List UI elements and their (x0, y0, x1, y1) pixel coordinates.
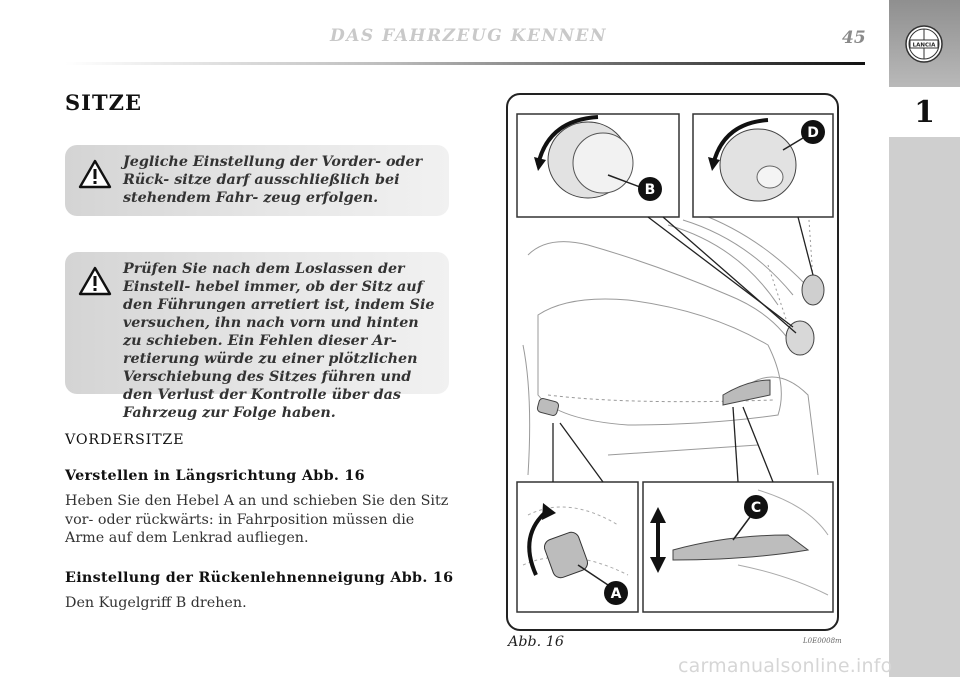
seat-outline-line (528, 242, 798, 355)
connector-c-2 (743, 407, 773, 482)
label-d: D (807, 125, 819, 141)
seat-illustration (508, 95, 839, 631)
updown-arrow-shaft (656, 520, 660, 560)
lever-a-small (537, 398, 560, 417)
backrest-text: Den Kugelgriff B drehen. (65, 595, 247, 611)
watermark: carmanualsonline.info (678, 655, 893, 677)
seat-adjustment-figure (506, 93, 839, 631)
connector-b-2 (663, 217, 796, 333)
warning-text-2: Prüfen Sie nach dem Loslassen der Einstell- hebel immer, ob der Sitz auf den Führungen arretiert ist, indem Sie versuchen, ihn nach vorn und hinten zu schieben. Ein Fehlen dieser Ar- retierung würde zu einer plötzlichen Verschiebung des Sitzes führen und den Verlust der Kontrolle über das Fahrzeug zur Folge haben. (123, 261, 435, 421)
backrest-heading: Einstellung der Rückenlehnenneigung Abb. 16 (65, 570, 454, 586)
figure-code: L0E0008m (803, 637, 842, 645)
header-rule (65, 62, 865, 65)
knob-d-small (802, 275, 824, 305)
seat-cushion-outline (538, 299, 781, 425)
warning-box-1 (65, 145, 449, 216)
front-seats-heading: VORDERSITZE (65, 432, 185, 448)
longitudinal-text: Heben Sie den Hebel A an und schieben Sie den Sitz vor- oder rückwärts: in Fahrposition müssen die Arme auf dem Lenkrad aufliegen. (65, 493, 449, 546)
longitudinal-heading: Verstellen in Längsrichtung Abb. 16 (65, 468, 365, 484)
warning-text-1: Jegliche Einstellung der Vorder- oder Rück- sitze darf ausschließlich bei stehendem Fahr- zeug erfolgen. (123, 154, 423, 206)
knob-d-large (720, 129, 796, 201)
door-line (523, 345, 530, 475)
backrest-outline-3 (698, 213, 806, 285)
page-number: 45 (842, 28, 866, 48)
logo-text: LANCIA (912, 42, 936, 49)
running-header: DAS FAHRZEUG KENNEN (330, 26, 608, 46)
warning-triangle-icon (78, 159, 112, 189)
knob-b-face (573, 133, 633, 193)
lancia-logo-icon (904, 24, 944, 64)
connector-a-2 (560, 423, 603, 482)
warning-triangle-icon (78, 266, 112, 296)
figure-caption: Abb. 16 (508, 634, 564, 650)
label-a: A (610, 586, 622, 602)
label-b: B (644, 182, 656, 198)
chapter-number: 1 (889, 87, 960, 137)
connector-c (733, 407, 738, 482)
knob-b-small (786, 321, 814, 355)
label-c: C (750, 500, 762, 516)
knob-d-face (757, 166, 783, 188)
section-title: SITZE (65, 90, 142, 115)
warning-box-2 (65, 252, 449, 421)
